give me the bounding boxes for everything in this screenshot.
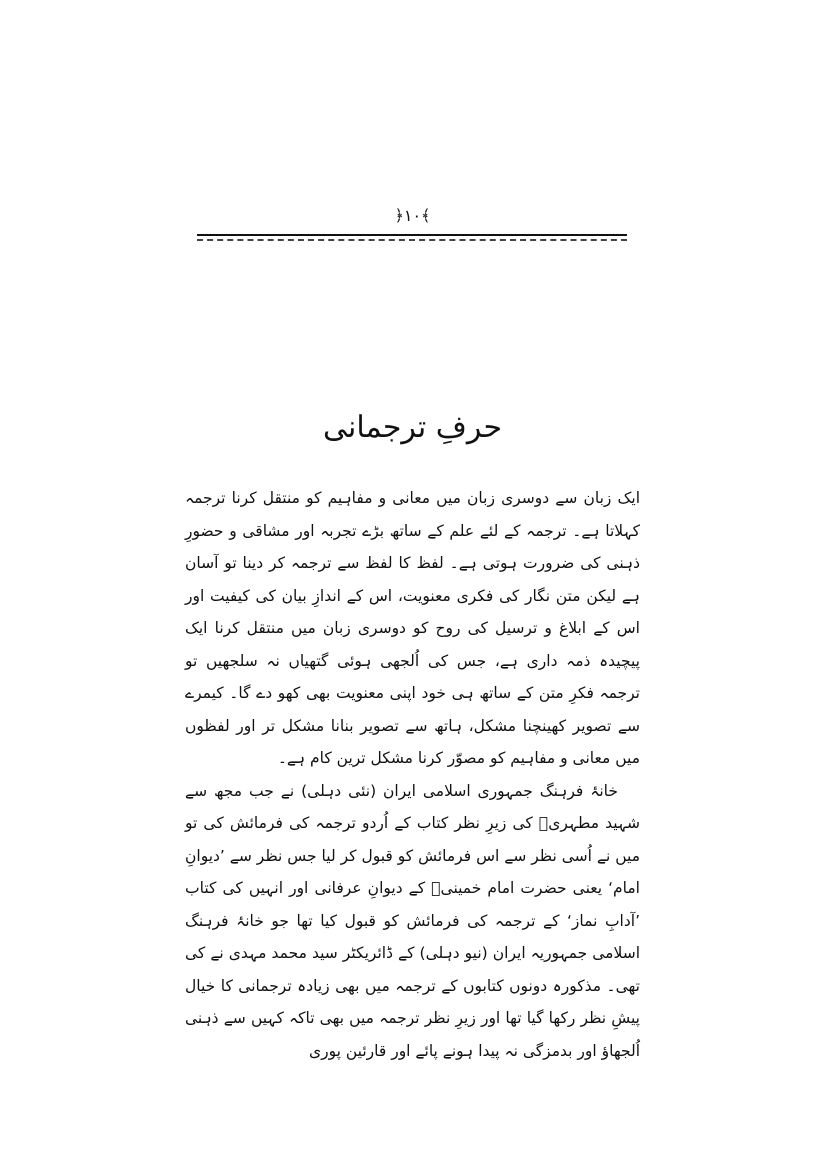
page-number-container <box>0 206 825 226</box>
paragraph-2: خانۂ فرہنگ جمہوری اسلامی ایران (نئی دہلی) نے جب مجھ سے شہید مطہریؒ کی زیرِ نظر کتاب کے اُردو ترجمہ کی فرمائش کی تو میں نے اُسی نظر سے اس فرمائش کو قبول کر لیا جس نظر سے ’دیوانِ امام‘ یعنی حضرت امام خمینیؒ کے دیوانِ عرفانی اور انہیں کی کتاب ’آدابِ نماز‘ کے ترجمہ کی فرمائش کو قبول کیا تھا جو خانۂ فرہنگ اسلامی جمہوریہ ایران (نیو دہلی) کے ڈائریکٹر سید محمد مہدی نے کی تھی۔ مذکورہ دونوں کتابوں کے ترجمہ میں بھی زیادہ ترجمانی کا خیال پیشِ نظر رکھا گیا تھا اور زیرِ نظر ترجمہ میں بھی تاکہ کہیں سے ذہنی اُلجھاؤ اور بدمزگی نہ پیدا ہونے پائے اور قارئین پوری <box>185 781 640 1060</box>
section-heading: حرفِ ترجمانی <box>322 410 503 445</box>
header-rule-dashed-line <box>197 239 627 241</box>
paragraph-1: ایک زبان سے دوسری زبان میں معانی و مفاہیم کو منتقل کرنا ترجمہ کہلاتا ہے۔ ترجمہ کے لئے علم کے ساتھ بڑے تجربہ اور مشاقی و حضورِ ذہنی کی ضرورت ہوتی ہے۔ لفظ کا لفظ سے ترجمہ کر دینا تو آسان ہے لیکن متن نگار کی فکری معنویت، اس کے اندازِ بیان کی کیفیت اور اس کے ابلاغ و ترسیل کی روح کو دوسری زبان میں منتقل کرنا ایک پیچیدہ ذمہ داری ہے، جس کی اُلجھی ہوئی گتھیاں نہ سلجھیں تو ترجمہ فکرِ متن کے ساتھ ہی خود اپنی معنویت بھی کھو دے گا۔ کیمرے سے تصویر کھینچنا مشکل، ہاتھ سے تصویر بنانا مشکل تر اور لفظوں میں معانی و مفاہیم کو مصوّر کرنا مشکل ترین کام ہے۔ <box>185 489 640 767</box>
body-text <box>185 482 640 1067</box>
header-rule <box>197 234 627 243</box>
header-rule-solid-line <box>197 234 627 236</box>
page-number: ﴿۱۰﴾ <box>394 206 431 225</box>
